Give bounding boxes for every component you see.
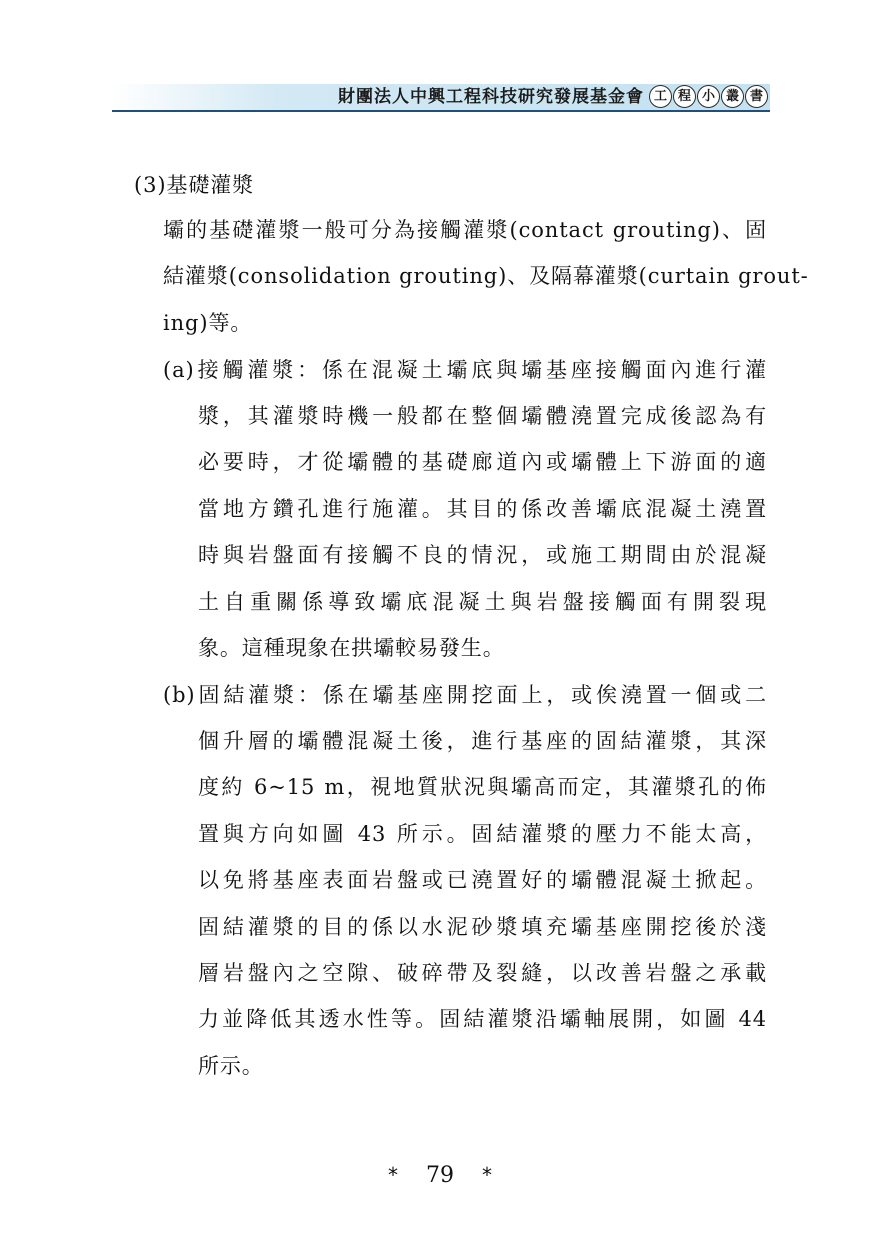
item-b-line: 個升層的壩體混凝土後，進行基座的固結灌漿，其深 xyxy=(198,729,767,753)
footer-star-left: * xyxy=(388,1163,399,1187)
item-b-line: 度約 6~15 m，視地質狀況與壩高而定，其灌漿孔的佈 xyxy=(198,775,767,799)
item-b-line: 力並降低其透水性等。固結灌漿沿壩軸展開，如圖 44 xyxy=(198,1007,767,1031)
header-organization: 財團法人中興工程科技研究發展基金會 xyxy=(338,87,644,107)
page-number: 79 xyxy=(426,1163,454,1188)
series-char: 叢 xyxy=(721,85,744,108)
item-a-line: 時與岩盤面有接觸不良的情況，或施工期間由於混凝 xyxy=(198,543,767,567)
series-title-badge xyxy=(649,85,768,108)
page-footer xyxy=(0,1160,880,1191)
intro-line: 結灌漿(consolidation grouting)、及隔幕灌漿(curtain grout- xyxy=(163,264,809,288)
header-rule xyxy=(112,110,770,112)
series-char: 小 xyxy=(697,85,720,108)
item-a-line: 必要時，才從壩體的基礎廊道內或壩體上下游面的適 xyxy=(198,450,767,474)
item-b-line: (b)固結灌漿：係在壩基座開挖面上，或俟澆置一個或二 xyxy=(163,683,767,707)
item-a-line: 土自重關係導致壩底混凝土與岩盤接觸面有開裂現 xyxy=(198,590,767,614)
item-b-line: 以免將基座表面岩盤或已澆置好的壩體混凝土掀起。 xyxy=(198,868,767,892)
item-a-line: (a)接觸灌漿：係在混凝土壩底與壩基座接觸面內進行灌 xyxy=(163,358,767,382)
series-char: 程 xyxy=(673,85,696,108)
section-heading: (3)基礎灌漿 xyxy=(134,173,255,197)
item-b-line: 所示。 xyxy=(198,1054,264,1078)
series-char: 工 xyxy=(649,85,672,108)
item-a-line: 當地方鑽孔進行施灌。其目的係改善壩底混凝土澆置 xyxy=(198,497,767,521)
footer-star-right: * xyxy=(481,1163,492,1187)
series-char: 書 xyxy=(745,85,768,108)
intro-line: ing)等。 xyxy=(163,311,253,335)
item-b-line: 固結灌漿的目的係以水泥砂漿填充壩基座開挖後於淺 xyxy=(198,915,767,939)
item-b-line: 置與方向如圖 43 所示。固結灌漿的壓力不能太高， xyxy=(198,822,767,846)
intro-line: 壩的基礎灌漿一般可分為接觸灌漿(contact grouting)、固 xyxy=(163,218,767,242)
item-b-line: 層岩盤內之空隙、破碎帶及裂縫，以改善岩盤之承載 xyxy=(198,961,767,985)
item-a-line: 象。這種現象在拱壩較易發生。 xyxy=(198,636,505,660)
item-a-line: 漿，其灌漿時機一般都在整個壩體澆置完成後認為有 xyxy=(198,404,767,428)
